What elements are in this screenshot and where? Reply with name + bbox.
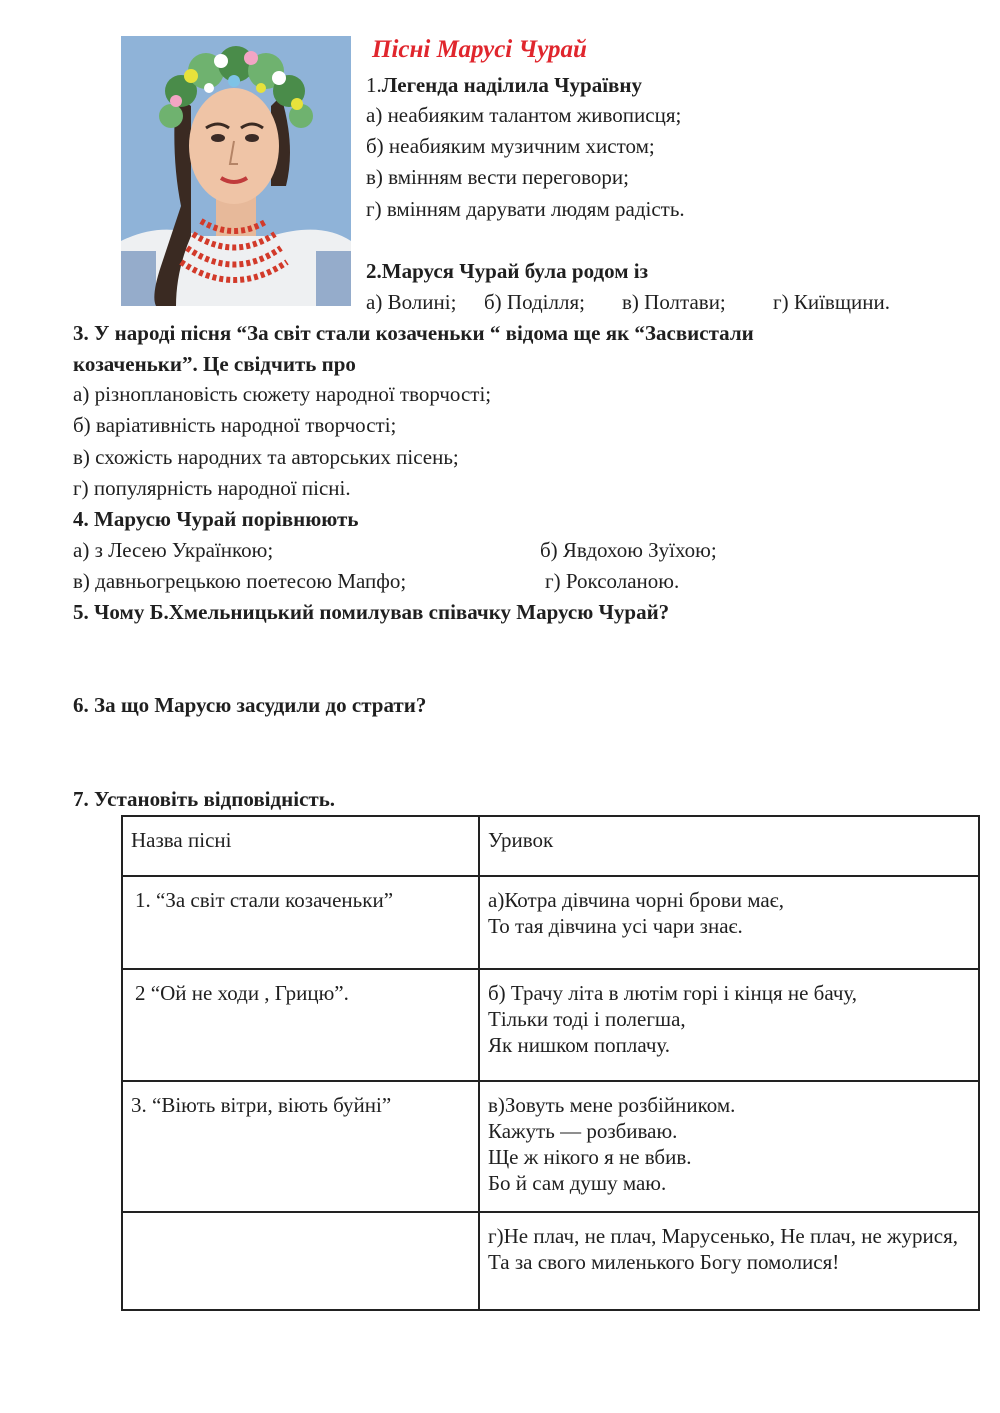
fragment-b-line-3: Як нишком поплачу.: [488, 1033, 671, 1057]
question-1: [366, 72, 642, 98]
header-fragment: Уривок: [479, 816, 979, 876]
song-cell-2[interactable]: 2 “Ой не ходи , Грицю”.: [122, 969, 479, 1081]
song-cell-3[interactable]: 3. “Віють вітри, віють буйні”: [122, 1081, 479, 1212]
fragment-b-line-2: Тільки тоді і полегша,: [488, 1007, 686, 1031]
q3-option-a[interactable]: а) різноплановість сюжету народної творчості;: [73, 382, 492, 406]
question-1-number: 1.: [366, 73, 382, 97]
fragment-cell-b[interactable]: [479, 969, 979, 1081]
table-row: [122, 969, 979, 1081]
fragment-a-line-1: а)Котра дівчина чорні брови має,: [488, 888, 784, 912]
fragment-d-line-1: г)Не плач, не плач, Марусенько, Не плач, не журися,: [488, 1224, 959, 1248]
table-row: [122, 1081, 979, 1212]
q3-option-d[interactable]: г) популярність народної пісні.: [73, 476, 351, 500]
question-1-text: Легенда наділила Чураївну: [381, 73, 642, 97]
portrait-girl-icon: [121, 36, 351, 306]
fragment-a-line-2: То тая дівчина усі чари знає.: [488, 914, 743, 938]
matching-table: [121, 815, 980, 1311]
q3-option-b[interactable]: б) варіативність народної творчості;: [73, 413, 397, 437]
q4-option-b[interactable]: б) Явдохою Зуїхою;: [540, 538, 717, 562]
page-title: Пісні Марусі Чурай: [372, 36, 587, 63]
q4-option-d[interactable]: г) Роксоланою.: [545, 569, 680, 593]
question-5-text: 5. Чому Б.Хмельницький помилував співачку Марусю Чурай?: [73, 600, 670, 624]
q4-option-a[interactable]: а) з Лесею Українкою;: [73, 538, 274, 562]
fragment-c-line-1: в)Зовуть мене розбійником.: [488, 1093, 736, 1117]
q1-option-a[interactable]: а) неабияким талантом живописця;: [366, 103, 682, 127]
fragment-c-line-4: Бо й сам душу маю.: [488, 1171, 667, 1195]
q2-option-c[interactable]: в) Полтави;: [622, 290, 726, 314]
question-2-text: 2.Маруся Чурай була родом із: [366, 259, 649, 283]
header-song-title: Назва пісні: [122, 816, 479, 876]
question-4-text: 4. Марусю Чурай порівнюють: [73, 507, 359, 531]
fragment-cell-a[interactable]: [479, 876, 979, 969]
table-row: [122, 1212, 979, 1310]
q1-option-d[interactable]: г) вмінням дарувати людям радість.: [366, 197, 685, 221]
question-7-text: 7. Установіть відповідність.: [73, 787, 336, 811]
song-cell-1[interactable]: 1. “За світ стали козаченьки”: [122, 876, 479, 969]
q1-option-c[interactable]: в) вмінням вести переговори;: [366, 165, 629, 189]
q3-option-c[interactable]: в) схожість народних та авторських пісень;: [73, 445, 459, 469]
fragment-cell-d[interactable]: [479, 1212, 979, 1310]
question-6-text: 6. За що Марусю засудили до страти?: [73, 693, 427, 717]
table-row: [122, 876, 979, 969]
song-cell-4[interactable]: [122, 1212, 479, 1310]
fragment-cell-c[interactable]: [479, 1081, 979, 1212]
table-header-row: [122, 816, 979, 876]
fragment-b-line-1: б) Трачу літа в лютім горі і кінця не бачу,: [488, 981, 858, 1005]
fragment-c-line-2: Кажуть — розбиваю.: [488, 1119, 678, 1143]
q2-option-b[interactable]: б) Поділля;: [484, 290, 585, 314]
question-3-line-2: козаченьки”. Це свідчить про: [73, 352, 356, 376]
q2-option-a[interactable]: а) Волині;: [366, 290, 457, 314]
portrait-illustration: [121, 36, 351, 306]
q1-option-b[interactable]: б) неабияким музичним хистом;: [366, 134, 655, 158]
fragment-d-line-2: Та за свого миленького Богу помолися!: [488, 1250, 840, 1274]
q4-option-c[interactable]: в) давньогрецькою поетесою Мапфо;: [73, 569, 407, 593]
question-3-line-1: 3. У народі пісня “За світ стали козаченьки “ відома ще як “Засвистали: [73, 321, 754, 345]
q2-option-d[interactable]: г) Київщини.: [773, 290, 890, 314]
fragment-c-line-3: Ще ж нікого я не вбив.: [488, 1145, 692, 1169]
